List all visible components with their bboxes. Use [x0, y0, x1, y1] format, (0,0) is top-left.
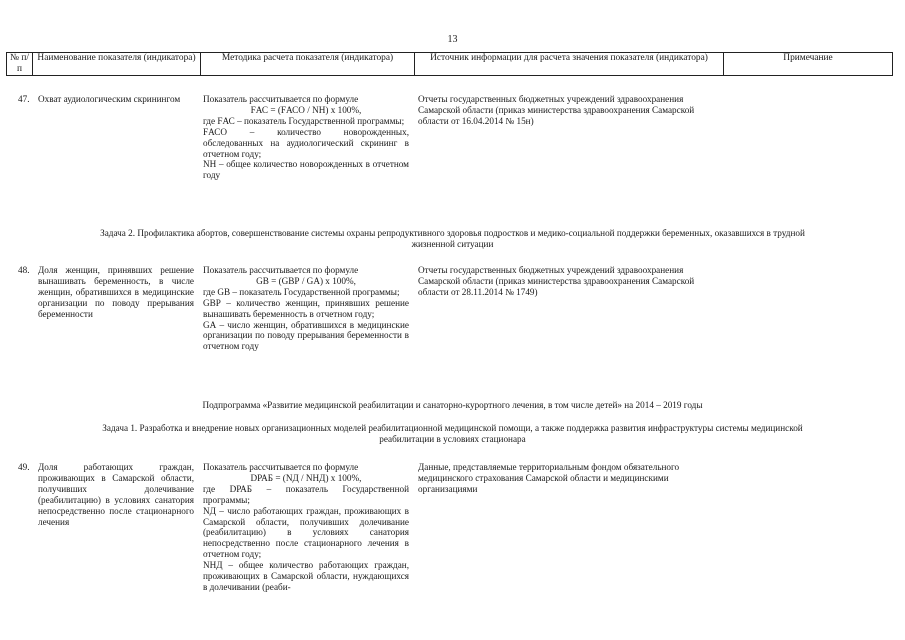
method-line: где FАС – показатель Государственной программы; [203, 115, 405, 126]
subprogram-heading: Подпрограмма «Развитие медицинской реабилитации и санаторно-курортного лечения, в том числе детей» на 2014 – 2019 годы [202, 400, 703, 410]
section-heading-task1: Задача 1. Разработка и внедрение новых организационных моделей реабилитационной медицинской помощи, а также поддержка развития инфраструктуры системы медицинской реабилитации в условиях стационара [102, 423, 803, 444]
method-line: NД – число работающих граждан, проживающих в Самарской области, получивших долечивание (реабилитацию) в условиях санатория непосредственно после стационарного лечения в отчетном году; [203, 505, 409, 560]
header-col-number: № п/п [7, 53, 33, 76]
formula: FАС = (FАСО / NН) x 100%, [250, 104, 362, 115]
page-number: 13 [447, 34, 458, 45]
formula: DРАБ = (NД / NНД) x 100%, [250, 472, 362, 483]
header-col-source: Источник информации для расчета значения показателя (индикатора) [415, 53, 724, 76]
header-col-method: Методика расчета показателя (индикатора) [201, 53, 415, 76]
method-line: FАСО – количество новорожденных, обследованных на аудиологический скрининг в отчетном году; [203, 126, 409, 159]
section-heading-task2: Задача 2. Профилактика абортов, совершенствование системы охраны репродуктивного здоровья подростков и медико-социальной поддержки беременных, оказавшихся в трудной жизненной ситуации [100, 228, 805, 249]
table-header [6, 52, 893, 76]
row-number: 48. [18, 265, 30, 275]
indicator-name: Доля женщин, принявших решение вынашивать беременность, в числе женщин, обратившихся в медицинские организации по поводу прерывания беременности [38, 265, 194, 319]
information-source: Отчеты государственных бюджетных учреждений здравоохранения Самарской области (приказ министерства здравоохранения Самарской области от 16.04.2014 № 15н) [418, 94, 695, 126]
information-source: Данные, представляемые территориальным фондом обязательного медицинского страхования Самарской области и медицинскими организациями [418, 462, 680, 494]
header-col-note: Примечание [724, 53, 893, 76]
calculation-method [203, 94, 409, 181]
calculation-method [203, 462, 409, 593]
method-line: NН – общее количество новорожденных в отчетном году [203, 159, 409, 181]
indicator-name: Доля работающих граждан, проживающих в Самарской области, получивших долечивание (реабилитацию) в условиях санатория непосредственно после стационарного лечения [38, 462, 194, 527]
row-number: 49. [18, 462, 30, 472]
header-col-name: Наименование показателя (индикатора) [33, 53, 201, 76]
method-line: NНД – общее количество работающих граждан, проживающих в Самарской области, нуждающихся в долечивании (реаби- [203, 560, 409, 592]
method-line: Показатель рассчитывается по формуле [203, 265, 359, 275]
calculation-method [203, 265, 409, 352]
method-line: где GВ – показатель Государственной программы; [203, 286, 400, 297]
method-line: GВР – количество женщин, принявших решение вынашивать беременность в отчетном году; [203, 297, 409, 319]
formula: GВ = (GВР / GА) x 100%, [256, 275, 356, 286]
method-line: где DРАБ – показатель Государственной программы; [203, 483, 409, 505]
method-line: Показатель рассчитывается по формуле [203, 94, 359, 104]
information-source: Отчеты государственных бюджетных учреждений здравоохранения Самарской области (приказ министерства здравоохранения Самарской области от 28.11.2014 № 1749) [418, 265, 695, 297]
method-line: GА – число женщин, обратившихся в медицинские организации по поводу прерывания беременности в отчетном году [203, 319, 409, 352]
method-line: Показатель рассчитывается по формуле [203, 462, 359, 472]
row-number: 47. [18, 94, 30, 104]
indicator-name: Охват аудиологическим скринингом [38, 94, 181, 104]
